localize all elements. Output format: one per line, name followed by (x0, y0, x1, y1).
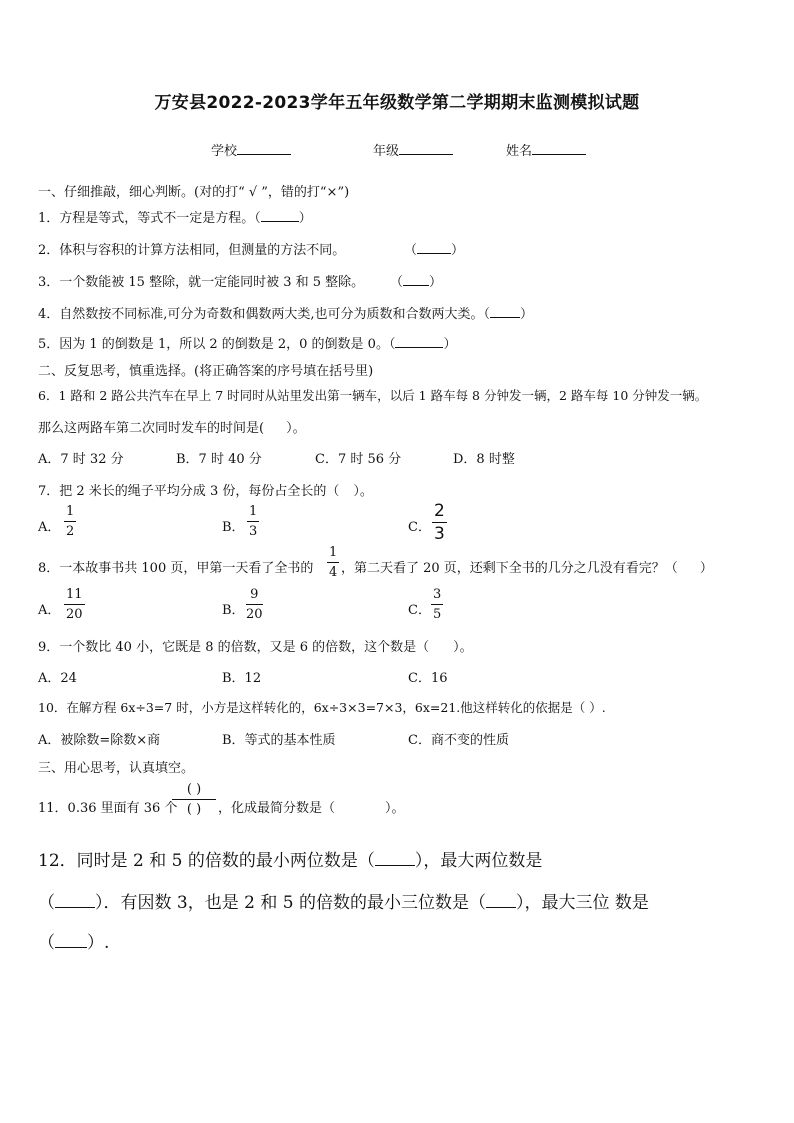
question-5-text: 5．因为 1 的倒数是 1，所以 2 的倒数是 2，0 的倒数是 0。（ (38, 337, 396, 352)
bracket-close: ） (298, 211, 312, 226)
bracket-open: （ (404, 243, 418, 258)
question-8-option-b-fraction (246, 588, 263, 622)
numerator: 2 (434, 501, 445, 521)
answer-blank (490, 306, 520, 318)
question-2-answer (404, 239, 464, 258)
question-7-option-c-label: C． (408, 520, 431, 535)
question-7-option-b-fraction (247, 505, 259, 539)
numerator: 1 (249, 504, 258, 519)
bracket-close: ）。 (385, 801, 405, 816)
question-12-text: 12．同时是 2 和 5 的倍数的最小两位数是（ (38, 851, 375, 871)
question-3-text: 3．一个数能被 15 整除，就一定能同时被 3 和 5 整除。 (38, 275, 365, 290)
question-7-option-c-fraction (432, 503, 447, 543)
numerator: 9 (250, 587, 259, 602)
answer-blank (261, 210, 299, 222)
question-11-text: ，化成最简分数是（ (218, 801, 336, 816)
question-7-option-a-label: A． (38, 520, 61, 535)
numerator: 1 (329, 545, 338, 560)
question-7 (38, 480, 373, 499)
bracket-open: （ (38, 893, 55, 913)
question-9-option-b: B．12 (222, 671, 262, 686)
answer-blank (375, 851, 415, 866)
numerator: 1 (66, 504, 75, 519)
question-11-fraction (172, 783, 216, 817)
question-2 (38, 239, 345, 258)
school-blank (237, 142, 291, 155)
question-1 (38, 207, 312, 226)
question-7-option-a-fraction (64, 505, 76, 539)
question-8-option-c-fraction (431, 588, 443, 622)
question-8-option-c-label: C． (408, 603, 431, 618)
question-5 (38, 333, 456, 352)
question-8-part-1: 8．一本故事书共 100 页，甲第一天看了全书的 (38, 561, 314, 576)
bracket-open: （ (390, 275, 404, 290)
grade-label: 年级 (373, 144, 400, 159)
bracket-close: ）. (87, 933, 110, 953)
question-6-option-b: B．7 时 40 分 (176, 452, 262, 467)
section-2-heading: 二、反复思考，慎重选择。(将正确答案的序号填在括号里) (38, 364, 374, 379)
numerator: 11 (66, 587, 83, 602)
answer-blank (55, 893, 95, 908)
section-1-heading: 一、仔细推敲，细心判断。(对的打“ √ ”，错的打“×”) (38, 185, 350, 200)
answer-blank (55, 933, 87, 948)
question-8-text: ，第二天看了 20 页，还剩下全书的几分之几没有看完？（ (341, 561, 678, 576)
bracket-close: ）。 (453, 640, 473, 655)
question-12-line-3 (38, 928, 109, 953)
denominator: 20 (246, 607, 263, 622)
answer-blank (395, 336, 443, 348)
name-field (506, 140, 586, 159)
question-4-text: 4．自然数按不同标准,可分为奇数和偶数两大类,也可分为质数和合数两大类。（ (38, 307, 491, 322)
question-6-line-1: 6．1 路和 2 路公共汽车在早上 7 时同时从站里发出第一辆车，以后 1 路车每 8 分钟发一辆，2 路车每 10 分钟发一辆。 (38, 388, 708, 403)
denominator: 3 (434, 524, 445, 544)
name-blank (532, 142, 586, 155)
bracket-close: ） (699, 561, 713, 576)
question-9-option-c: C．16 (408, 671, 448, 686)
section-3-heading: 三、用心思考，认真填空。 (38, 761, 195, 776)
denominator: 5 (433, 607, 442, 622)
question-8-option-a-label: A． (38, 603, 61, 618)
question-8-part-2 (341, 557, 713, 576)
question-3-answer (390, 271, 442, 290)
question-3 (38, 271, 364, 290)
denominator: 3 (249, 524, 258, 539)
question-1-text: 1．方程是等式，等式不一定是方程。（ (38, 211, 261, 226)
denominator: 4 (329, 565, 338, 580)
question-6-option-a: A．7 时 32 分 (38, 452, 124, 467)
denominator: 2 (66, 524, 75, 539)
bracket-close: ） (443, 337, 457, 352)
question-9-option-a: A．24 (38, 671, 77, 686)
question-12-line-2 (38, 888, 649, 913)
answer-blank (486, 893, 516, 908)
question-10-option-c: C．商不变的性质 (408, 733, 509, 748)
question-11-part-2 (218, 797, 405, 816)
name-label: 姓名 (506, 144, 533, 159)
question-8-option-b-label: B． (222, 603, 245, 618)
bracket-close: ） (451, 243, 465, 258)
numerator: ( ) (186, 782, 202, 797)
question-10-option-b: B．等式的基本性质 (222, 733, 336, 748)
question-4 (38, 303, 533, 322)
question-12-line-1 (38, 846, 542, 871)
school-label: 学校 (211, 144, 238, 159)
question-8-option-a-fraction (64, 588, 85, 622)
question-9-text: 9．一个数比 40 小，它既是 8 的倍数，又是 6 的倍数，这个数是（ (38, 640, 430, 655)
question-11-part-1: 11．0.36 里面有 36 个 (38, 801, 178, 816)
denominator: ( ) (186, 802, 202, 817)
question-2-text: 2．体积与容积的计算方法相同，但测量的方法不同。 (38, 243, 346, 258)
question-7-option-b-label: B． (222, 520, 245, 535)
school-field (211, 140, 291, 159)
question-7-text: 7．把 2 米长的绳子平均分成 3 份，每份占全长的（ (38, 484, 340, 499)
question-6-option-d: D．8 时整 (453, 452, 515, 467)
question-12-text: ），最大两位数是 (414, 851, 543, 871)
question-12-text: ），最大三位 数是 (515, 893, 649, 913)
denominator: 20 (66, 607, 83, 622)
question-10-option-a: A．被除数=除数×商 (38, 733, 161, 748)
grade-field (373, 140, 453, 159)
question-8-fraction (327, 546, 339, 580)
question-6-option-c: C．7 时 56 分 (315, 452, 402, 467)
answer-blank (403, 274, 429, 286)
question-10: 10．在解方程 6x÷3=7 时，小方是这样转化的，6x÷3×3=7×3，6x=21.他这样转化的依据是（ ）. (38, 700, 606, 715)
question-6-text: 那么这两路车第二次同时发车的时间是( (38, 421, 265, 436)
question-12-text: ）．有因数 3，也是 2 和 5 的倍数的最小三位数是（ (95, 893, 486, 913)
answer-blank (417, 242, 451, 254)
question-6-line-2 (38, 417, 306, 436)
page-title: 万安县2022-2023学年五年级数学第二学期期末监测模拟试题 (154, 93, 640, 113)
bracket-close: ） (429, 275, 443, 290)
numerator: 3 (433, 587, 442, 602)
bracket-close: ）。 (353, 484, 373, 499)
bracket-close: ） (520, 307, 534, 322)
bracket-open: （ (38, 933, 55, 953)
bracket-close: ）。 (286, 421, 306, 436)
question-9 (38, 636, 473, 655)
grade-blank (399, 142, 453, 155)
